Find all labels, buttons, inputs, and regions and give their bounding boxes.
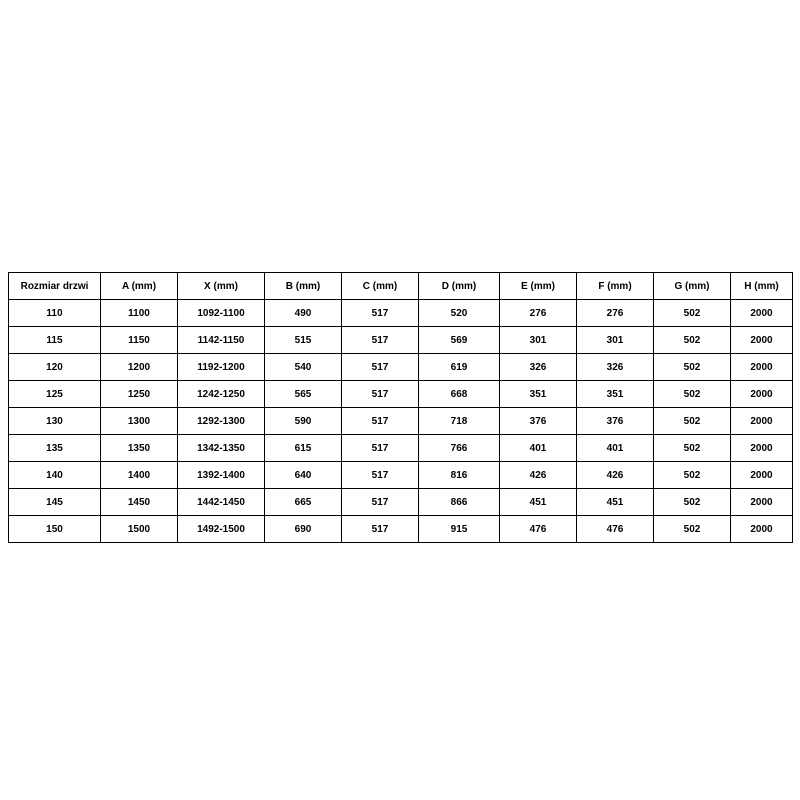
cell-b: 690 (265, 516, 342, 543)
cell-g: 502 (654, 462, 731, 489)
cell-b: 490 (265, 300, 342, 327)
table-header-row (9, 273, 793, 300)
cell-h: 2000 (731, 354, 793, 381)
column-header-d: D (mm) (419, 273, 500, 300)
cell-g: 502 (654, 408, 731, 435)
cell-b: 615 (265, 435, 342, 462)
cell-x: 1292-1300 (178, 408, 265, 435)
specification-table-container (8, 272, 792, 543)
cell-d: 619 (419, 354, 500, 381)
cell-b: 540 (265, 354, 342, 381)
cell-d: 766 (419, 435, 500, 462)
cell-d: 569 (419, 327, 500, 354)
cell-rozmiar-drzwi: 150 (9, 516, 101, 543)
cell-h: 2000 (731, 435, 793, 462)
cell-c: 517 (342, 435, 419, 462)
cell-rozmiar-drzwi: 145 (9, 489, 101, 516)
cell-c: 517 (342, 489, 419, 516)
cell-h: 2000 (731, 516, 793, 543)
table-row (9, 381, 793, 408)
cell-c: 517 (342, 516, 419, 543)
cell-c: 517 (342, 462, 419, 489)
cell-h: 2000 (731, 327, 793, 354)
cell-rozmiar-drzwi: 135 (9, 435, 101, 462)
cell-b: 590 (265, 408, 342, 435)
cell-e: 351 (500, 381, 577, 408)
column-header-b: B (mm) (265, 273, 342, 300)
cell-d: 915 (419, 516, 500, 543)
cell-a: 1250 (101, 381, 178, 408)
table-header (9, 273, 793, 300)
cell-f: 476 (577, 516, 654, 543)
cell-d: 520 (419, 300, 500, 327)
cell-g: 502 (654, 489, 731, 516)
cell-f: 351 (577, 381, 654, 408)
cell-h: 2000 (731, 381, 793, 408)
cell-e: 301 (500, 327, 577, 354)
column-header-e: E (mm) (500, 273, 577, 300)
cell-x: 1392-1400 (178, 462, 265, 489)
cell-e: 476 (500, 516, 577, 543)
cell-b: 565 (265, 381, 342, 408)
cell-rozmiar-drzwi: 120 (9, 354, 101, 381)
cell-g: 502 (654, 327, 731, 354)
column-header-c: C (mm) (342, 273, 419, 300)
column-header-rozmiar-drzwi: Rozmiar drzwi (9, 273, 101, 300)
column-header-a: A (mm) (101, 273, 178, 300)
cell-rozmiar-drzwi: 110 (9, 300, 101, 327)
table-row (9, 516, 793, 543)
cell-rozmiar-drzwi: 140 (9, 462, 101, 489)
cell-x: 1492-1500 (178, 516, 265, 543)
table-row (9, 300, 793, 327)
cell-c: 517 (342, 381, 419, 408)
cell-x: 1442-1450 (178, 489, 265, 516)
cell-rozmiar-drzwi: 125 (9, 381, 101, 408)
cell-b: 665 (265, 489, 342, 516)
cell-x: 1242-1250 (178, 381, 265, 408)
cell-x: 1142-1150 (178, 327, 265, 354)
cell-e: 276 (500, 300, 577, 327)
cell-c: 517 (342, 408, 419, 435)
cell-d: 816 (419, 462, 500, 489)
cell-d: 866 (419, 489, 500, 516)
cell-f: 451 (577, 489, 654, 516)
cell-a: 1200 (101, 354, 178, 381)
cell-f: 301 (577, 327, 654, 354)
cell-f: 326 (577, 354, 654, 381)
cell-x: 1342-1350 (178, 435, 265, 462)
cell-g: 502 (654, 516, 731, 543)
cell-e: 451 (500, 489, 577, 516)
cell-a: 1300 (101, 408, 178, 435)
cell-d: 668 (419, 381, 500, 408)
cell-a: 1450 (101, 489, 178, 516)
table-row (9, 408, 793, 435)
cell-h: 2000 (731, 462, 793, 489)
cell-f: 276 (577, 300, 654, 327)
cell-c: 517 (342, 300, 419, 327)
cell-a: 1500 (101, 516, 178, 543)
cell-rozmiar-drzwi: 130 (9, 408, 101, 435)
cell-a: 1350 (101, 435, 178, 462)
table-row (9, 327, 793, 354)
cell-e: 401 (500, 435, 577, 462)
cell-e: 376 (500, 408, 577, 435)
table-body (9, 300, 793, 543)
cell-x: 1092-1100 (178, 300, 265, 327)
cell-g: 502 (654, 435, 731, 462)
cell-h: 2000 (731, 408, 793, 435)
cell-c: 517 (342, 354, 419, 381)
cell-h: 2000 (731, 489, 793, 516)
cell-g: 502 (654, 354, 731, 381)
cell-g: 502 (654, 381, 731, 408)
table-row (9, 489, 793, 516)
table-row (9, 462, 793, 489)
cell-a: 1100 (101, 300, 178, 327)
door-size-specification-table (8, 272, 793, 543)
cell-e: 426 (500, 462, 577, 489)
column-header-h: H (mm) (731, 273, 793, 300)
cell-f: 426 (577, 462, 654, 489)
cell-a: 1400 (101, 462, 178, 489)
cell-a: 1150 (101, 327, 178, 354)
cell-h: 2000 (731, 300, 793, 327)
table-row (9, 354, 793, 381)
column-header-g: G (mm) (654, 273, 731, 300)
cell-e: 326 (500, 354, 577, 381)
column-header-f: F (mm) (577, 273, 654, 300)
cell-c: 517 (342, 327, 419, 354)
cell-f: 376 (577, 408, 654, 435)
cell-b: 640 (265, 462, 342, 489)
cell-x: 1192-1200 (178, 354, 265, 381)
column-header-x: X (mm) (178, 273, 265, 300)
cell-f: 401 (577, 435, 654, 462)
cell-rozmiar-drzwi: 115 (9, 327, 101, 354)
cell-d: 718 (419, 408, 500, 435)
cell-b: 515 (265, 327, 342, 354)
cell-g: 502 (654, 300, 731, 327)
table-row (9, 435, 793, 462)
